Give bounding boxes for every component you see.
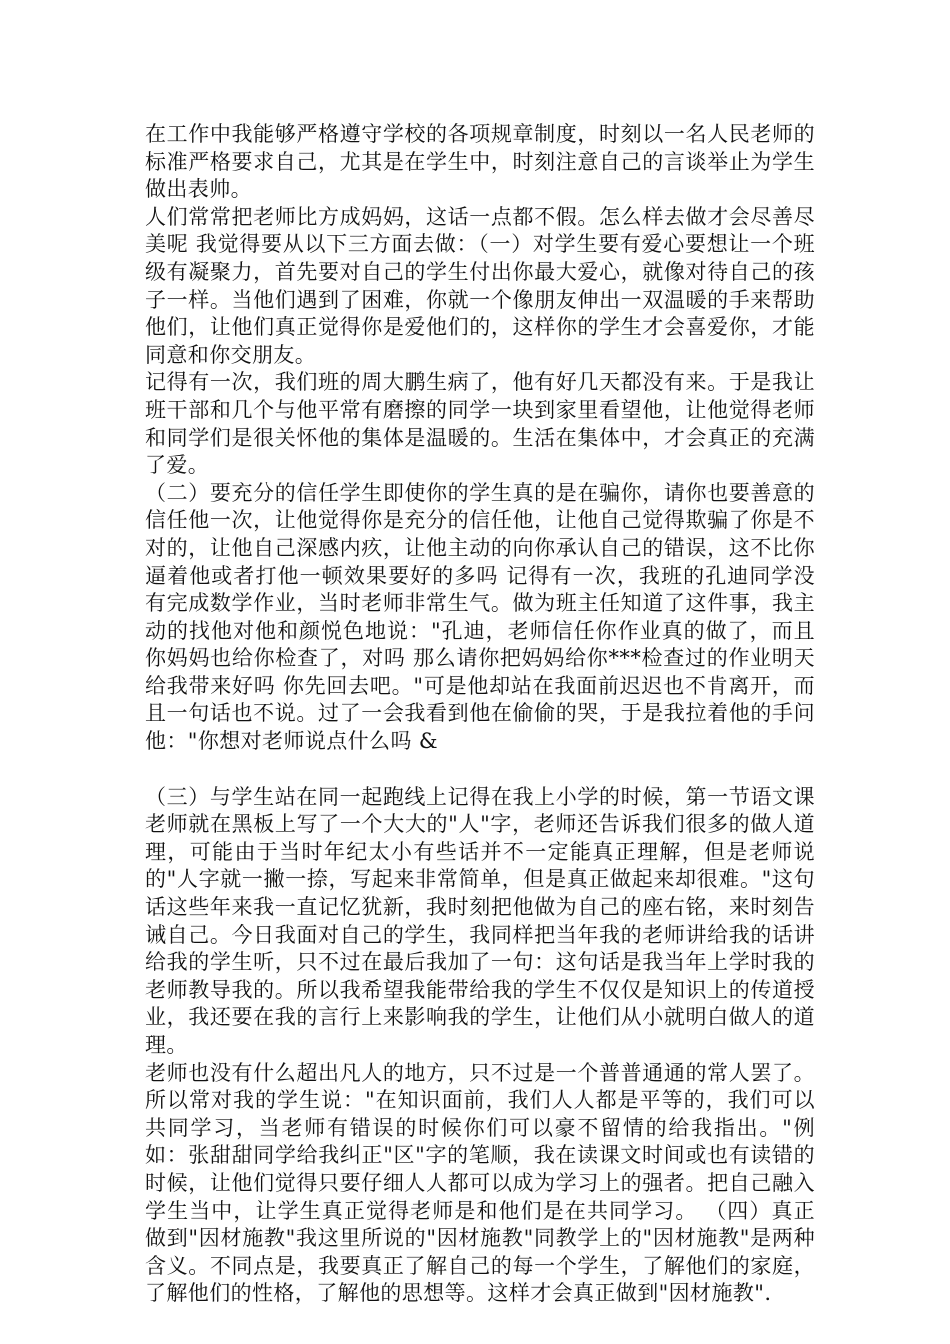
paragraph-3: 记得有一次，我们班的周大鹏生病了，他有好几天都没有来。于是我让班干部和几个与他平常有磨擦的同学一块到家里看望他，让他觉得老师和同学们是很关怀他的集体是温暖的。生活在集体中，才会真正的充满了爱。 [145, 370, 815, 478]
paragraph-2: 人们常常把老师比方成妈妈，这话一点都不假。怎么样去做才会尽善尽美呢 我觉得要从以下三方面去做：（一）对学生要有爱心要想让一个班级有凝聚力，首先要对自己的学生付出你最大爱心，就像对待自己的孩子一样。当他们遇到了困难，你就一个像朋友伸出一双温暖的手来帮助他们，让他们真正觉得你是爱他们的，这样你的学生才会喜爱你，才能同意和你交朋友。 [145, 204, 815, 367]
paragraph-5: （三）与学生站在同一起跑线上记得在我上小学的时候，第一节语文课老师就在黑板上写了一个大大的"人"字，老师还告诉我们很多的做人道理，可能由于当时年纪太小有些话并不一定能真正理解，但是老师说的"人字就一撇一捺，写起来非常简单，但是真正做起来却很难。"这句话这些年来我一直记忆犹新，我时刻把他做为自己的座右铭，来时刻告诫自己。今日我面对自己的学生，我同样把当年我的老师讲给我的话讲给我的学生听，只不过在最后我加了一句：这句话是我当年上学时我的老师教导我的。所以我希望我能带给我的学生不仅仅是知识上的传道授业，我还要在我的言行上来影响我的学生，让他们从小就明白做人的道理。 [145, 784, 815, 1057]
paragraph-1: 在工作中我能够严格遵守学校的各项规章制度，时刻以一名人民老师的标准严格要求自己，尤其是在学生中，时刻注意自己的言谈举止为学生做出表帅。 [145, 122, 815, 202]
paragraph-6: 老师也没有什么超出凡人的地方，只不过是一个普普通通的常人罢了。所以常对我的学生说："在知识面前，我们人人都是平等的，我们可以共同学习，当老师有错误的时候你们可以豪不留情的给我指出。"例如：张甜甜同学给我纠正"区"字的笔顺，我在读课文时间或也有读错的时候，让他们觉得只要仔细人人都可以成为学习上的强者。把自己融入学生当中，让学生真正觉得老师是和他们是在共同学习。 （四）真正做到"因材施教"我这里所说的"因材施教"同教学上的"因材施教"是两种含义。不同点是，我要真正了解自己的每一个学生，了解他们的家庭，了解他们的性格，了解他的思想等。这样才会真正做到"因材施教". [145, 1060, 815, 1306]
paragraph-gap [145, 756, 815, 784]
paragraph-4: （二）要充分的信任学生即使你的学生真的是在骗你，请你也要善意的信任他一次，让他觉得你是充分的信任他，让他自己觉得欺骗了你是不对的，让他自己深感内疚，让他主动的向你承认自己的错误，这不比你逼着他或者打他一顿效果要好的多吗 记得有一次，我班的孔迪同学没有完成数学作业，当时老师非常生气。做为班主任知道了这件事，我主动的找他对他和颜悦色地说："孔迪，老师信任你作业真的做了，而且你妈妈也给你检查了，对吗 那么请你把妈妈给你***检查过的作业明天给我带来好吗 你先回去吧。"可是他却站在我面前迟迟也不肯离开，而且一句话也不说。过了一会我看到他在偷偷的哭，于是我拉着他的手问他："你想对老师说点什么吗 & [145, 480, 815, 754]
document-body [145, 121, 815, 1308]
